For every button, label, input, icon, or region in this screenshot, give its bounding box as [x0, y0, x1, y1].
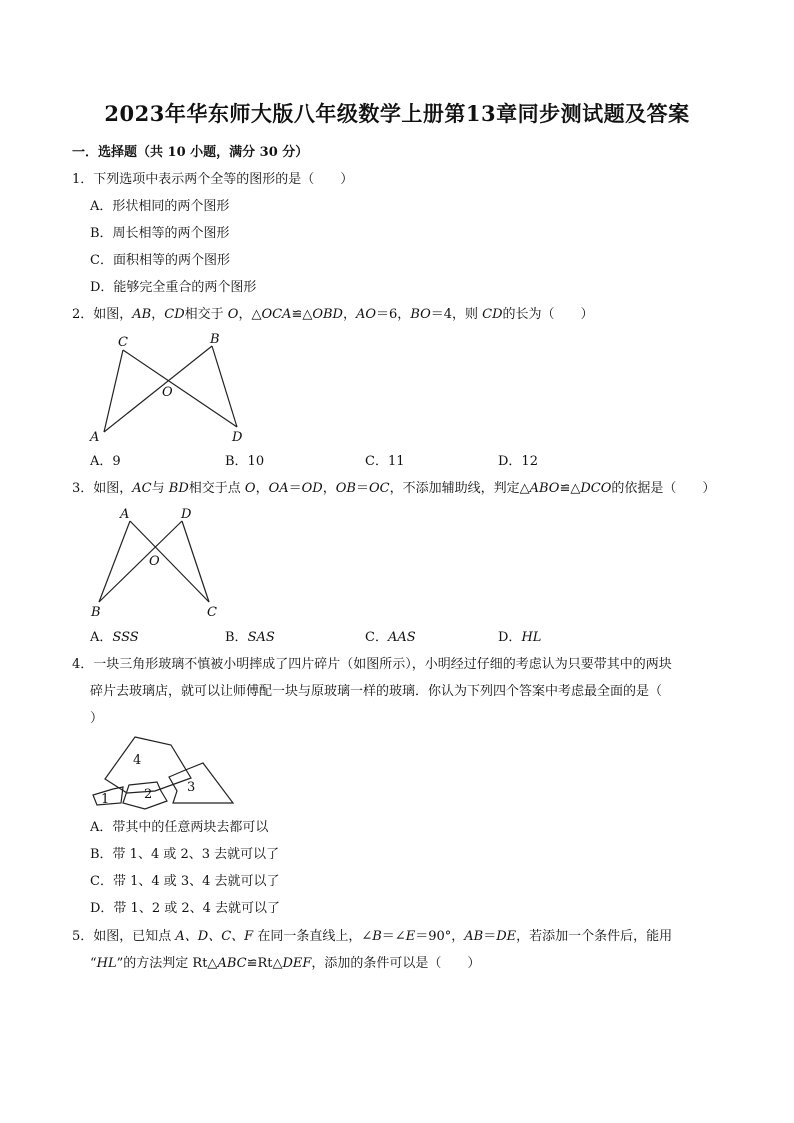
- q2-segment-cd: CD: [164, 307, 185, 322]
- question-4-stem-line-2: 碎片去玻璃店，就可以让师傅配一块与原玻璃一样的玻璃．你认为下列四个答案中考虑最全面的是（: [90, 684, 663, 699]
- q2-stem-part: ≌△: [291, 307, 313, 322]
- q3-label-o: O: [149, 554, 160, 569]
- q2-label-o: O: [162, 385, 173, 400]
- q3-option-value: AAS: [387, 630, 416, 645]
- q2-label-b: B: [210, 332, 220, 347]
- q3-stem-part: 的依据是（ ）: [611, 481, 716, 496]
- question-1-option-c: C．面积相等的两个图形: [90, 253, 230, 268]
- q2-label-d: D: [232, 430, 243, 445]
- q3-segment-od: OD: [301, 481, 323, 496]
- q3-segment-bd: BD: [168, 481, 189, 496]
- question-4-option-c: C．带 1、4 或 3、4 去就可以了: [90, 874, 280, 889]
- question-3-option-d: [498, 629, 541, 647]
- q3-segment-oa: OA: [268, 481, 289, 496]
- q5-points: A、D、C、F: [175, 929, 254, 944]
- glass-piece-label-3: 3: [187, 780, 196, 795]
- q3-option-prefix: C．: [365, 630, 388, 645]
- q3-triangle-dco: DCO: [580, 481, 612, 496]
- q2-stem-part: ＝4，则: [430, 307, 483, 322]
- q3-stem-part: ，: [322, 481, 336, 496]
- q5-stem-part: 5．如图，已知点: [72, 929, 176, 944]
- q3-segment-ob: OB: [335, 481, 356, 496]
- question-4-option-a: A．带其中的任意两块去都可以: [90, 820, 269, 835]
- q2-line-ab: [104, 346, 212, 432]
- q5-stem-part: ＝∠: [381, 929, 406, 944]
- q3-line-ab: [99, 521, 130, 602]
- q3-stem-part: ＝: [288, 481, 302, 496]
- question-2-option-d: D．12: [498, 454, 538, 469]
- q2-segment-ab: AB: [132, 307, 152, 322]
- question-3-figure: [85, 503, 225, 623]
- q2-line-cd: [123, 350, 237, 427]
- q2-stem-part: 相交于: [184, 307, 228, 322]
- q5-stem-part: ，添加的条件可以是（ ）: [311, 956, 481, 971]
- q5-stem-part: ＝90°，: [415, 929, 465, 944]
- q3-option-prefix: A．: [90, 630, 113, 645]
- q5-stem-part: ，若添加一个条件后，能用: [516, 929, 673, 944]
- question-5-stem-line-1: [72, 928, 672, 946]
- question-4-option-b: B．带 1、4 或 2、3 去就可以了: [90, 847, 280, 862]
- question-4-option-d: D．带 1、2 或 2、4 去就可以了: [90, 901, 281, 916]
- q3-option-prefix: B．: [225, 630, 248, 645]
- q2-stem-part: 的长为（ ）: [502, 307, 594, 322]
- q5-angle-e: E: [405, 929, 416, 944]
- q5-stem-part: 在同一条直线上，∠: [253, 929, 373, 944]
- q2-segment-cd-2: CD: [482, 307, 503, 322]
- q2-segment-bo: BO: [410, 307, 431, 322]
- q2-segment-ao: AO: [355, 307, 377, 322]
- question-2-options: [90, 453, 690, 471]
- question-2-option-a: A．9: [90, 454, 121, 469]
- q2-stem-part: ，: [151, 307, 165, 322]
- q3-point-o: O: [244, 481, 256, 496]
- page-title: 2023年华东师大版八年级数学上册第13章同步测试题及答案: [104, 101, 690, 126]
- q3-triangle-abo: ABO: [529, 481, 560, 496]
- glass-piece-label-2: 2: [144, 787, 153, 802]
- question-3-option-c: [365, 629, 416, 647]
- q2-triangle-oca: OCA: [261, 307, 292, 322]
- question-1-stem: 1．下列选项中表示两个全等的图形的是（ ）: [72, 172, 354, 187]
- q3-option-value: SSS: [112, 630, 139, 645]
- q3-stem-part: ≌△: [559, 481, 581, 496]
- glass-piece-label-4: 4: [133, 753, 142, 768]
- q3-label-b: B: [91, 605, 101, 620]
- question-1-option-d: D．能够完全重合的两个图形: [90, 280, 257, 295]
- question-1-option-a: A．形状相同的两个图形: [90, 199, 230, 214]
- question-2-option-b: B．10: [225, 454, 265, 469]
- q3-line-dc: [182, 521, 209, 602]
- q5-angle-b: B: [372, 929, 382, 944]
- glass-piece-4: [105, 737, 191, 793]
- q3-stem-part: 相交于点: [188, 481, 245, 496]
- q2-triangle-obd: OBD: [312, 307, 343, 322]
- q2-stem-part: ，△: [238, 307, 262, 322]
- q5-segment-ab: AB: [464, 929, 484, 944]
- q3-segment-oc: OC: [368, 481, 390, 496]
- q5-segment-de: DE: [496, 929, 517, 944]
- q2-stem-part: ，: [342, 307, 356, 322]
- question-4-stem-line-3: ）: [90, 711, 104, 726]
- question-4-figure: [85, 733, 245, 813]
- question-3-option-b: [225, 629, 275, 647]
- question-5-stem-line-2: [90, 955, 480, 973]
- q3-stem-part: ＝: [355, 481, 369, 496]
- q5-stem-part: ”的方法判定 Rt△: [116, 956, 218, 971]
- q3-label-c: C: [207, 605, 217, 620]
- q5-stem-part: ≌Rt△: [246, 956, 283, 971]
- q2-stem-part: 2．如图，: [72, 307, 133, 322]
- q3-stem-part: 3．如图，: [72, 481, 133, 496]
- q3-option-value: HL: [521, 630, 542, 645]
- q5-triangle-abc: ABC: [217, 956, 247, 971]
- q2-label-a: A: [90, 430, 100, 445]
- q2-line-bd: [212, 346, 237, 427]
- q2-point-o: O: [227, 307, 239, 322]
- question-3-option-a: [90, 629, 139, 647]
- q3-label-d: D: [181, 507, 192, 522]
- q5-hl: HL: [96, 956, 117, 971]
- q5-stem-part: “: [90, 956, 97, 971]
- q2-stem-part: ＝6，: [376, 307, 411, 322]
- question-3-options: [90, 629, 690, 647]
- question-2-option-c: C．11: [365, 454, 405, 469]
- q3-stem-part: ，: [255, 481, 269, 496]
- q5-stem-part: ＝: [483, 929, 497, 944]
- question-1-option-b: B．周长相等的两个图形: [90, 226, 230, 241]
- q3-option-prefix: D．: [498, 630, 522, 645]
- question-2-stem: [72, 306, 594, 324]
- question-4-stem-line-1: 4．一块三角形玻璃不慎被小明摔成了四片碎片（如图所示），小明经过仔细的考虑认为只要带其中的两块: [72, 657, 672, 672]
- section-heading: 一．选择题（共 10 小题，满分 30 分）: [72, 145, 309, 160]
- q3-segment-ac: AC: [132, 481, 152, 496]
- q5-triangle-def: DEF: [282, 956, 312, 971]
- q2-label-c: C: [118, 335, 128, 350]
- question-2-figure: [80, 330, 260, 448]
- q3-option-value: SAS: [247, 630, 275, 645]
- question-3-stem: [72, 480, 715, 498]
- q3-label-a: A: [120, 507, 130, 522]
- q3-stem-part: 与: [151, 481, 169, 496]
- q3-stem-part: ，不添加辅助线，判定△: [389, 481, 530, 496]
- glass-piece-label-1: 1: [101, 792, 110, 807]
